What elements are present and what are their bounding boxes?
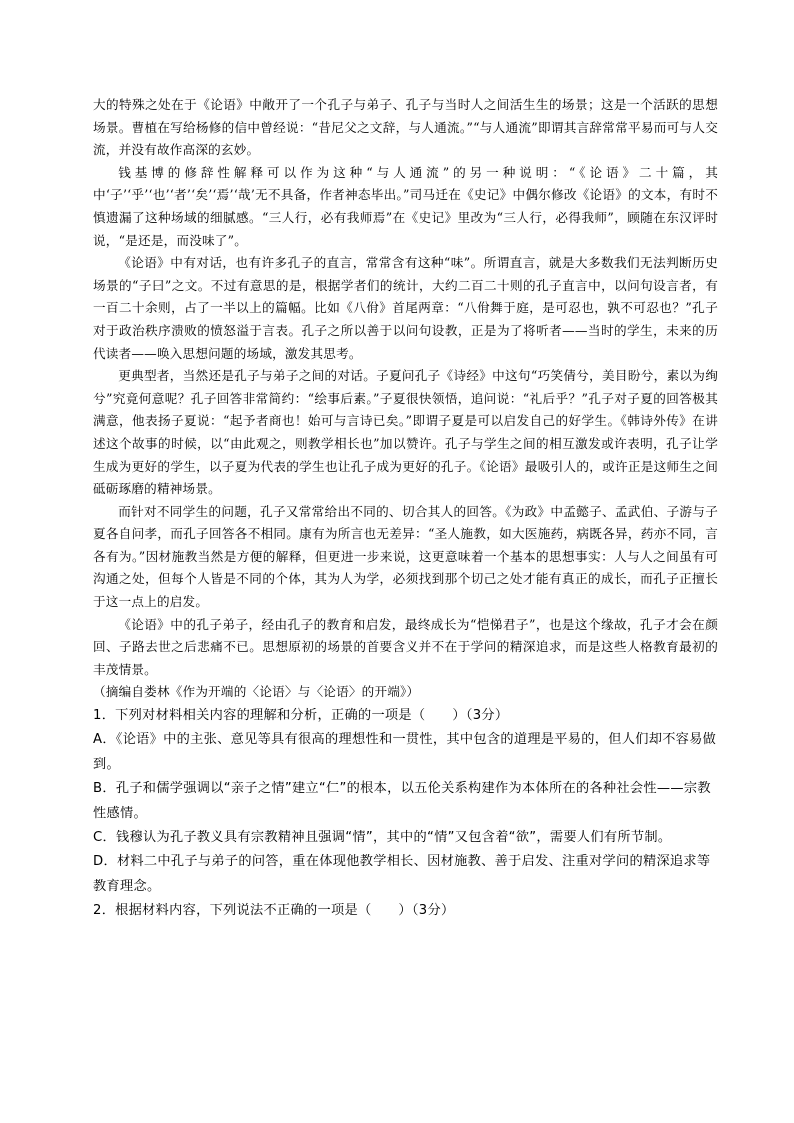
passage-paragraph: 更典型者，当然还是孔子与弟子之间的对话。子夏问孔子《诗经》中这句“巧笑倩兮，美目盼兮，素以为绚兮”究竟何意呢？孔子回答非常简约：“绘事后素。”子夏很快领悟，追问说：“礼后乎？”孔子对子夏的回答极其满意，他表扬子夏说：“起予者商也！始可与言诗已矣。”即谓子夏是可以启发自己的好学生。《韩诗外传》在讲述这个故事的时候，以“由此观之，则教学相长也”加以赞许。孔子与学生之间的相互激发或许表明，孔子让学生成为更好的学生，以子夏为代表的学生也让孔子成为更好的孔子。《论语》最吸引人的，或许正是这师生之间砥砺琢磨的精神场景。: [93, 368, 718, 497]
reading-passage: [93, 94, 718, 704]
question-2: [93, 899, 718, 923]
question-stem: 2．根据材料内容，下列说法不正确的一项是（ ）（3分）: [93, 903, 455, 919]
passage-paragraph: 钱基博的修辞性解释可以作为这种“与人通流”的另一种说明：“《论语》二十篇，其中‘子’‘乎’‘也’‘者’‘矣’‘焉’‘哉’无不具备，作者神态毕出。”司马迁在《史记》中偶尔修改《论语》的文本，有时不慎遗漏了这种场域的细腻感。“三人行，必有我师焉”在《史记》里改为“三人行，必得我师”，顾随在东汉评时说，“是还是，而没味了”。: [93, 164, 718, 248]
answer-option-a: A．《论语》中的主张、意见等具有很高的理想性和一贯性，其中包含的道理是平易的，但人们却不容易做到。: [93, 732, 717, 772]
answer-option-b: B．孔子和儒学强调以“亲子之情”建立“仁”的根本，以五伦关系构建作为本体所在的各种社会性——宗教性感情。: [93, 781, 711, 821]
passage-paragraph: 而针对不同学生的问题，孔子又常常给出不同的、切合其人的回答。《为政》中孟懿子、孟武伯、子游与子夏各自问孝，而孔子回答各不相同。康有为所言也无差异：“圣人施教，如大医施药，病既各异，药亦不同，言各有为。”因材施教当然是方便的解释，但更进一步来说，这更意味着一个基本的思想事实：人与人之间虽有可沟通之处，但每个人皆是不同的个体，其为人为学，必须找到那个切己之处才能有真正的成长，而孔子正擅长于这一点上的启发。: [93, 503, 718, 610]
question-stem: 1．下列对材料相关内容的理解和分析，正确的一项是（ ）（3分）: [93, 708, 509, 724]
question-1: [93, 704, 718, 899]
passage-paragraph: 大的特殊之处在于《论语》中敞开了一个孔子与弟子、孔子与当时人之间活生生的场景；这是一个活跃的思想场景。曹植在写给杨修的信中曾经说：“昔尼父之文辞，与人通流。”“与人通流”即谓其言辞常常平易而可与人交流，并没有故作高深的玄妙。: [93, 97, 718, 158]
passage-paragraph: 《论语》中有对话，也有许多孔子的直言，常常含有这种“味”。所谓直言，就是大多数我们无法判断历史场景的“子曰”之文。不过有意思的是，根据学者们的统计，大约二百二十则的孔子直言中，以问句设言者，有一百二十余则，占了一半以上的篇幅。比如《八佾》首尾两章：“八佾舞于庭，是可忍也，孰不可忍也？”孔子对于政治秩序溃败的愤怒溢于言表。孔子之所以善于以问句设教，正是为了将听者——当时的学生，未来的历代读者——唤入思想问题的场域，激发其思考。: [93, 255, 718, 361]
question-section: [93, 704, 718, 924]
answer-option-d: D．材料二中孔子与弟子的问答，重在体现他教学相长、因材施教、善于启发、注重对学问的精深追求等教育理念。: [93, 854, 711, 894]
passage-paragraph: 《论语》中的孔子弟子，经由孔子的教育和启发，最终成长为“恺悌君子”，也是这个缘故，孔子才会在颜回、子路去世之后悲痛不已。思想原初的场景的首要含义并不在于学问的精深追求，而是这些人格教育最初的丰茂情景。: [93, 616, 718, 677]
passage-source-citation: （摘编自娄林《作为开端的〈论语〉与〈论语〉的开端》）: [93, 684, 420, 700]
answer-option-c: C．钱穆认为孔子教义具有宗教精神且强调“情”，其中的“情”又包含着“欲”，需要人们有所节制。: [93, 830, 672, 846]
